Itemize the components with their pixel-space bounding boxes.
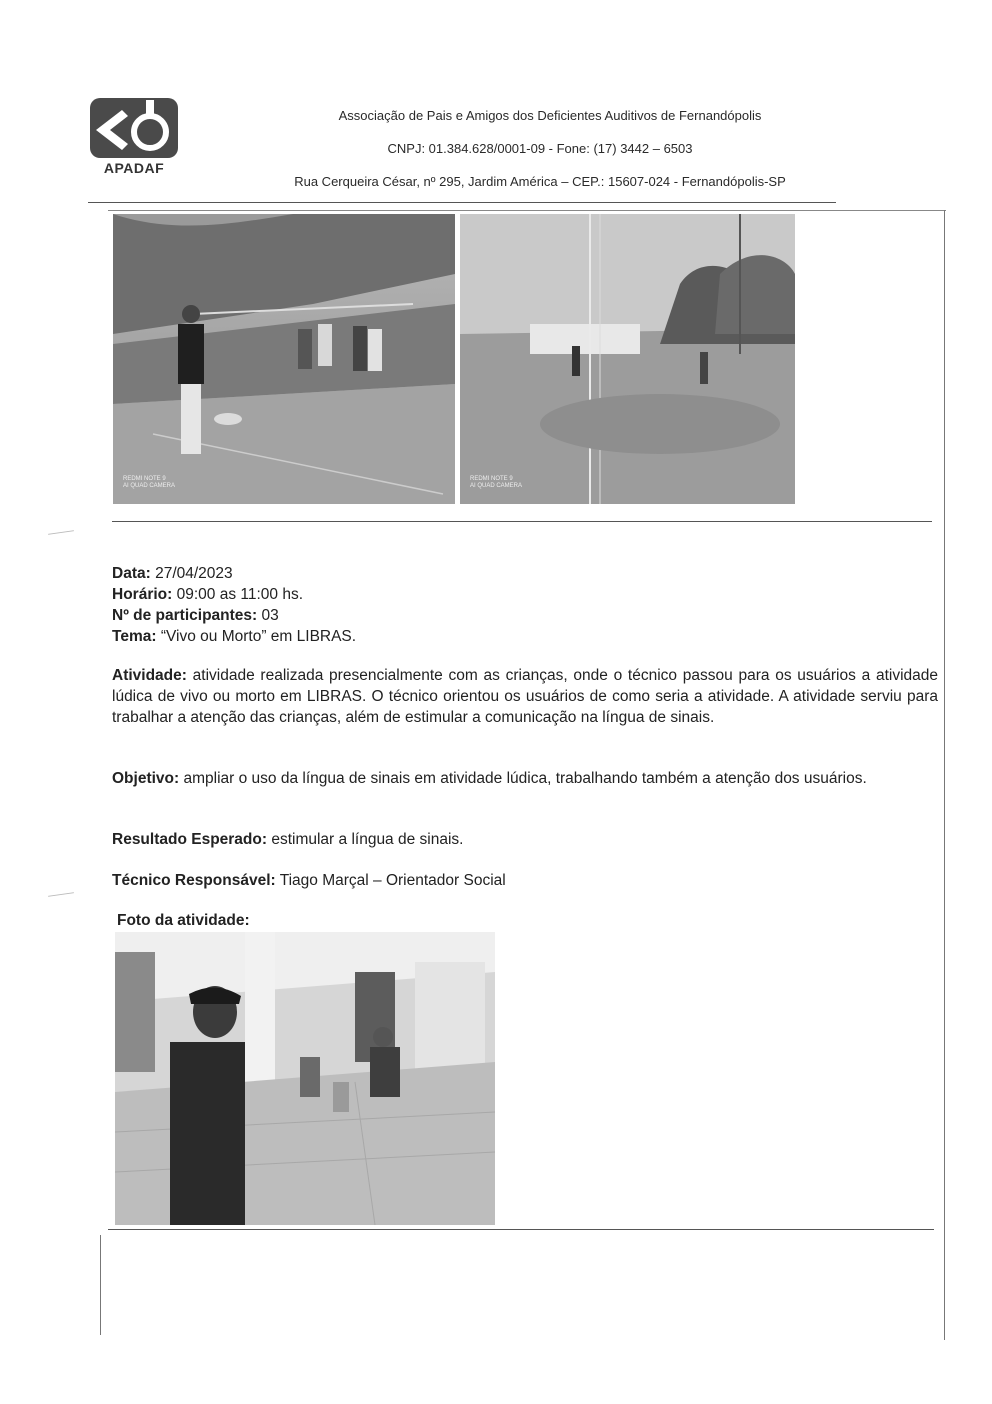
watermark-line: AI QUAD CAMERA (470, 483, 523, 489)
photo-caption (117, 910, 943, 931)
activity-value: atividade realizada presencialmente com as crianças, onde o técnico passou para os usuários a atividade lúdica de vivo ou morto em LIBRAS. O técnico orientou os usuários de como seria a atividade. A atividade serviu para trabalhar a atenção das crianças, além de estimular a comunicação na língua de sinais. (112, 667, 938, 726)
date-label: Data: (112, 565, 151, 582)
result-line (112, 829, 938, 850)
address: Rua Cerqueira César, nº 295, Jardim América – CEP.: 15607-024 - Fernandópolis-SP (294, 174, 786, 189)
result-label: Resultado Esperado: (112, 831, 268, 848)
objective-paragraph (112, 768, 938, 789)
theme-label: Tema: (112, 628, 157, 645)
activity-label: Atividade: (112, 667, 187, 684)
time-line (112, 584, 938, 605)
technician-line (112, 870, 938, 891)
camera-watermark-right (470, 476, 522, 490)
participants-label: Nº de participantes: (112, 607, 258, 624)
bottom-divider (108, 1229, 934, 1230)
theme-line (112, 626, 938, 647)
theme-value: “Vivo ou Morto” em LIBRAS. (156, 628, 357, 645)
watermark-line: REDMI NOTE 9 (123, 476, 166, 482)
participants-line (112, 605, 938, 626)
activity-paragraph (112, 665, 938, 728)
frame-right (944, 210, 945, 1340)
report-meta (112, 563, 938, 647)
scan-mark (48, 530, 74, 535)
time-value: 09:00 as 11:00 hs. (172, 586, 303, 603)
activity-photo-court-right (460, 214, 795, 504)
scan-mark (48, 892, 74, 897)
camera-watermark-left (123, 476, 175, 490)
watermark-line: AI QUAD CAMERA (123, 483, 176, 489)
time-label: Horário: (112, 586, 173, 603)
objective-label: Objetivo: (112, 770, 180, 787)
activity-photo-court-left (113, 214, 455, 504)
technician-value: Tiago Marçal – Orientador Social (275, 872, 506, 889)
svg-text:A: A (124, 126, 131, 137)
frame-top (108, 210, 946, 211)
organization-name: Associação de Pais e Amigos dos Deficientes Auditivos de Fernandópolis (338, 108, 762, 123)
logo-wordmark: APADAF (103, 160, 165, 176)
watermark-line: REDMI NOTE 9 (470, 476, 513, 482)
date-value: 27/04/2023 (150, 565, 233, 582)
photo-label: Foto da atividade: (117, 912, 250, 929)
cnpj-phone: CNPJ: 01.384.628/0001-09 - Fone: (17) 3442 – 6503 (387, 141, 693, 156)
photos-divider (112, 521, 932, 522)
activity-photo-indoor (115, 932, 495, 1225)
frame-left (100, 1235, 101, 1335)
objective-value: ampliar o uso da língua de sinais em atividade lúdica, trabalhando também a atenção dos usuários. (179, 770, 867, 787)
header-divider (88, 202, 836, 203)
technician-label: Técnico Responsável: (112, 872, 276, 889)
result-value: estimular a língua de sinais. (267, 831, 464, 848)
participants-value: 03 (257, 607, 279, 624)
date-line (112, 563, 938, 584)
